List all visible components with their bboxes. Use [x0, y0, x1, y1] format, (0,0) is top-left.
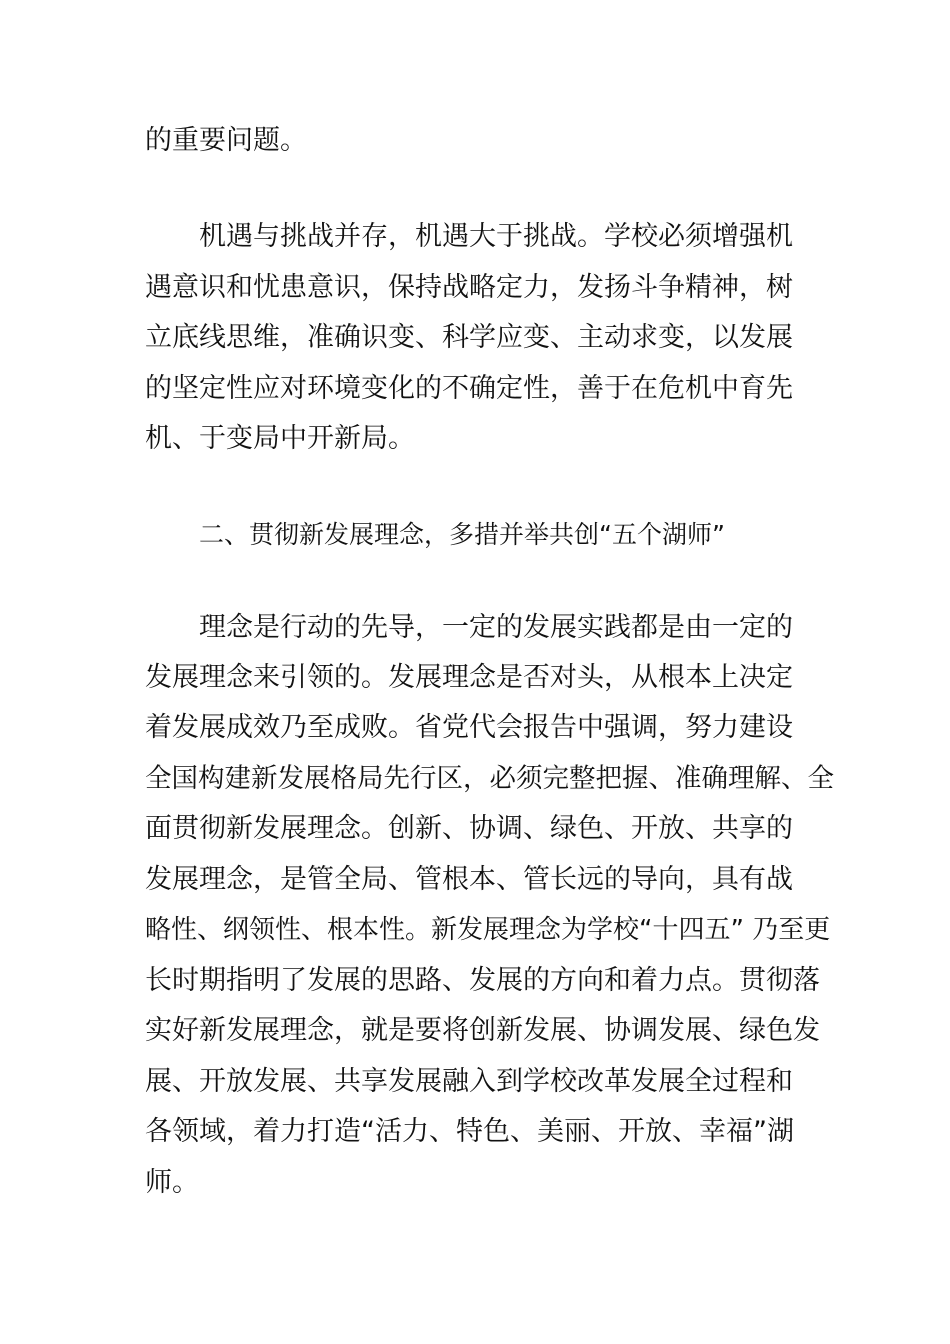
paragraph-3-line-12: 师。: [145, 1167, 199, 1198]
paragraph-3-line-4: 全国构建新发展格局先行区，必须完整把握、准确理解、全: [145, 763, 834, 794]
paragraph-2-line-3: 立底线思维，准确识变、科学应变、主动求变，以发展: [145, 322, 793, 353]
paragraph-3-line-8: 长时期指明了发展的思路、发展的方向和着力点。贯彻落: [145, 965, 820, 996]
paragraph-2-line-2: 遇意识和忧患意识，保持战略定力，发扬斗争精神，树: [145, 272, 793, 303]
paragraph-2-line-5: 机、于变局中开新局。: [145, 423, 415, 454]
paragraph-3-line-7: 略性、纲领性、根本性。新发展理念为学校“十四五” 乃至更: [145, 915, 831, 945]
paragraph-3-line-9: 实好新发展理念，就是要将创新发展、协调发展、绿色发: [145, 1015, 820, 1046]
paragraph-3-line-1: 理念是行动的先导，一定的发展实践都是由一定的: [199, 612, 793, 643]
paragraph-3-line-6: 发展理念，是管全局、管根本、管长远的导向，具有战: [145, 864, 793, 895]
paragraph-1-line-1: 的重要问题。: [145, 125, 307, 156]
paragraph-2-line-1: 机遇与挑战并存，机遇大于挑战。学校必须增强机: [199, 221, 793, 252]
paragraph-3-line-3: 着发展成效乃至成败。省党代会报告中强调，努力建设: [145, 712, 793, 743]
section-heading: 二、贯彻新发展理念，多措并举共创“五个湖师”: [199, 520, 725, 549]
paragraph-3-line-10: 展、开放发展、共享发展融入到学校改革发展全过程和: [145, 1066, 793, 1097]
paragraph-3-line-11: 各领域，着力打造“活力、特色、美丽、开放、幸福”湖: [145, 1116, 794, 1147]
paragraph-2-line-4: 的坚定性应对环境变化的不确定性，善于在危机中育先: [145, 373, 793, 404]
paragraph-3-line-5: 面贯彻新发展理念。创新、协调、绿色、开放、共享的: [145, 813, 793, 844]
paragraph-3-line-2: 发展理念来引领的。发展理念是否对头，从根本上决定: [145, 662, 793, 693]
